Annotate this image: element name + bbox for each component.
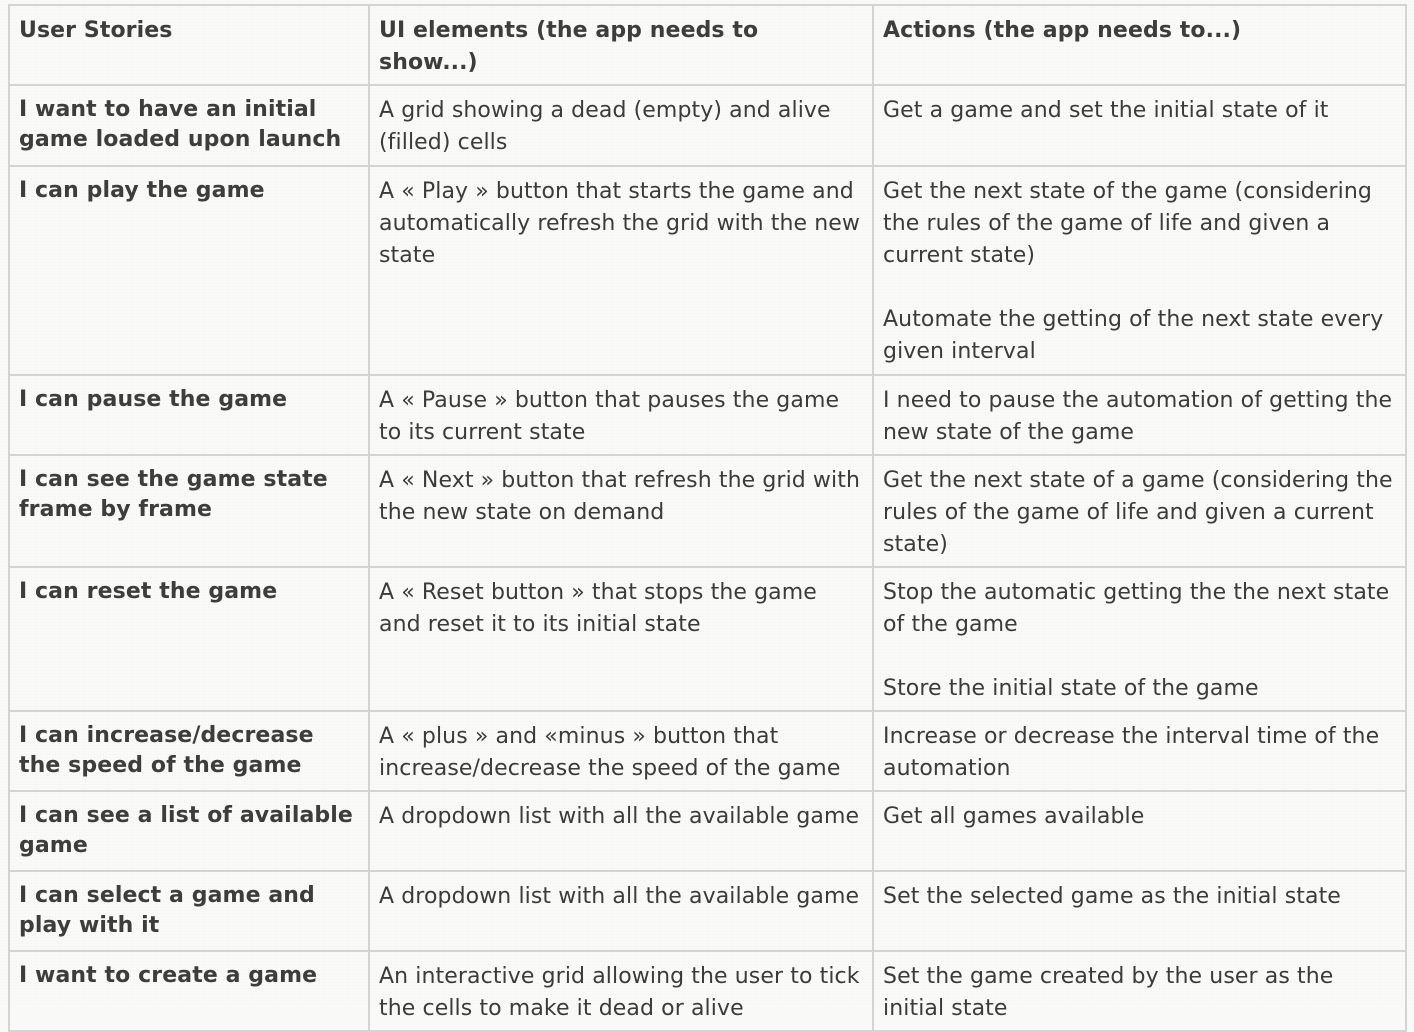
table-row — [9, 711, 1406, 791]
header-actions: Actions (the app needs to...) — [873, 5, 1406, 85]
user-story-cell: I want to create a game — [9, 951, 369, 1031]
ui-elements-cell: A dropdown list with all the available game — [369, 791, 873, 871]
action-text: I need to pause the automation of getting the new state of the game — [883, 388, 1393, 445]
table-row — [9, 871, 1406, 951]
table-header-row — [9, 5, 1406, 85]
actions-cell — [873, 871, 1406, 951]
action-text: Get a game and set the initial state of it — [883, 98, 1329, 123]
user-story-cell: I can select a game and play with it — [9, 871, 369, 951]
actions-cell — [873, 567, 1406, 711]
actions-cell — [873, 85, 1406, 166]
user-story-cell: I can see the game state frame by frame — [9, 455, 369, 567]
table-row — [9, 166, 1406, 375]
actions-cell — [873, 791, 1406, 871]
header-ui-elements: UI elements (the app needs to show...) — [369, 5, 873, 85]
actions-cell — [873, 166, 1406, 375]
table-row — [9, 951, 1406, 1031]
action-text: Store the initial state of the game — [883, 676, 1259, 701]
actions-cell — [873, 951, 1406, 1031]
ui-elements-cell: A grid showing a dead (empty) and alive (filled) cells — [369, 85, 873, 166]
table-row — [9, 455, 1406, 567]
ui-elements-cell: A « Pause » button that pauses the game to its current state — [369, 375, 873, 455]
user-story-cell: I can see a list of available game — [9, 791, 369, 871]
action-text: Get the next state of the game (considering the rules of the game of life and given a current state) — [883, 179, 1372, 268]
action-text: Stop the automatic getting the the next state of the game — [883, 580, 1390, 637]
action-text: Increase or decrease the interval time of the automation — [883, 724, 1380, 781]
ui-elements-cell: An interactive grid allowing the user to tick the cells to make it dead or alive — [369, 951, 873, 1031]
table-row — [9, 85, 1406, 166]
user-story-cell: I can pause the game — [9, 375, 369, 455]
ui-elements-cell: A « Play » button that starts the game and automatically refresh the grid with the new state — [369, 166, 873, 375]
actions-cell — [873, 375, 1406, 455]
table-row — [9, 791, 1406, 871]
header-user-stories: User Stories — [9, 5, 369, 85]
user-story-cell: I can play the game — [9, 166, 369, 375]
table-row — [9, 567, 1406, 711]
user-story-cell: I can reset the game — [9, 567, 369, 711]
action-text: Set the game created by the user as the initial state — [883, 964, 1334, 1021]
user-story-cell: I want to have an initial game loaded upon launch — [9, 85, 369, 166]
action-text: Set the selected game as the initial state — [883, 884, 1341, 909]
action-text: Automate the getting of the next state every given interval — [883, 307, 1384, 364]
ui-elements-cell: A « Reset button » that stops the game and reset it to its initial state — [369, 567, 873, 711]
actions-cell — [873, 455, 1406, 567]
user-story-cell: I can increase/decrease the speed of the game — [9, 711, 369, 791]
ui-elements-cell: A dropdown list with all the available game — [369, 871, 873, 951]
table-row — [9, 375, 1406, 455]
action-text: Get all games available — [883, 804, 1145, 829]
ui-elements-cell: A « Next » button that refresh the grid with the new state on demand — [369, 455, 873, 567]
action-text: Get the next state of a game (considering the rules of the game of life and given a current state) — [883, 468, 1393, 557]
ui-elements-cell: A « plus » and «minus » button that increase/decrease the speed of the game — [369, 711, 873, 791]
actions-cell — [873, 711, 1406, 791]
user-stories-table — [8, 4, 1407, 1032]
